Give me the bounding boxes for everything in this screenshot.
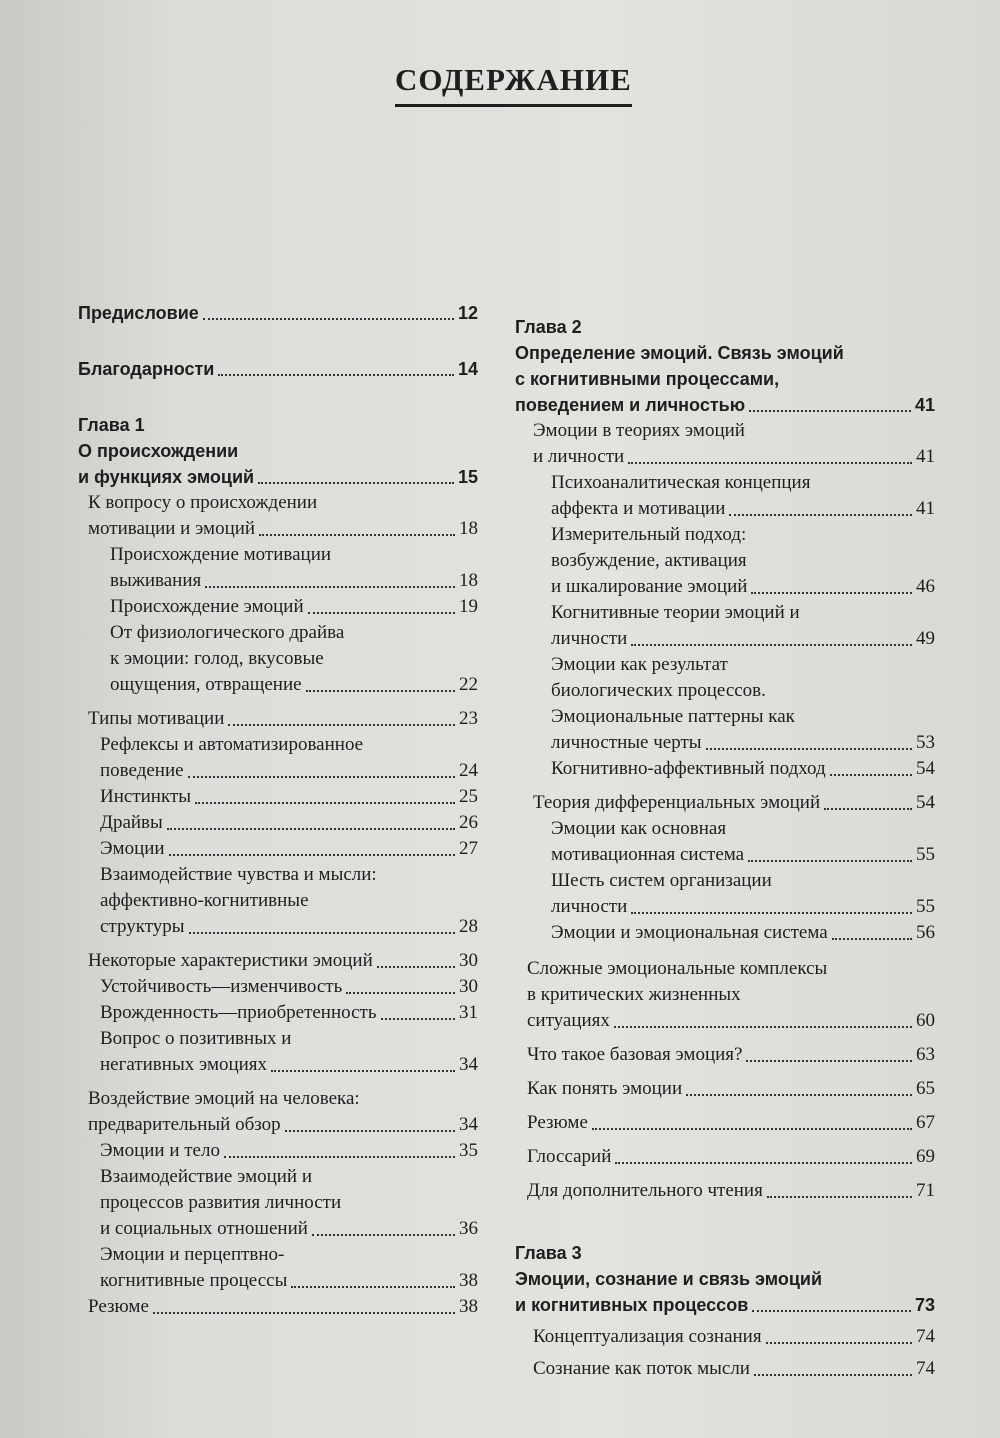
toc-right-column [515,314,935,1382]
toc-entry: мотивации и эмоций 18 [88,518,478,539]
toc-entry: Эмоции и перцептвно- [100,1244,285,1265]
toc-entry: От физиологического драйва [110,622,345,643]
toc-entry: К вопросу о происхождении [88,492,318,513]
toc-entry: выживания 18 [110,570,478,591]
toc-entry: и личности 41 [533,446,935,467]
toc-entry: Эмоции как результат [551,654,728,675]
toc-entry: Эмоциональные паттерны как [551,706,795,727]
toc-entry: ситуациях 60 [527,1010,935,1031]
toc-entry: Рефлексы и автоматизированное [100,734,364,755]
toc-entry: Резюме 67 [527,1112,935,1133]
toc-entry: и социальных отношений 36 [100,1218,478,1239]
toc-entry: Шесть систем организации [551,870,772,891]
chapter-title: с когнитивными процессами, [515,369,780,389]
toc-entry: процессов развития личности [100,1192,342,1213]
toc-entry: в критических жизненных [527,984,741,1005]
toc-entry: личности 55 [551,896,935,917]
chapter-title-end: поведением и личностью 41 [515,395,935,415]
toc-entry-thanks: Благодарности 14 [78,359,478,379]
toc-entry: Теория дифференциальных эмоций 54 [533,792,935,813]
toc-entry: Эмоции в теориях эмоций [533,420,745,441]
toc-entry: и шкалирование эмоций 46 [551,576,935,597]
toc-entry: Когнитивно-аффективный подход 54 [551,758,935,779]
chapter-title-end: и когнитивных процессов 73 [515,1295,935,1315]
toc-entry: Что такое базовая эмоция? 63 [527,1044,935,1065]
toc-entry: Врожденность—приобретенность 31 [100,1002,478,1023]
chapter-title: Эмоции, сознание и связь эмоций [515,1269,823,1289]
toc-entry: биологических процессов. [551,680,766,701]
chapter-title: Определение эмоций. Связь эмоций [515,343,844,363]
toc-entry: Типы мотивации 23 [88,708,478,729]
toc-entry: Устойчивость—изменчивость 30 [100,976,478,997]
toc-entry: Взаимодействие эмоций и [100,1166,313,1187]
toc-entry: Эмоции и эмоциональная система 56 [551,922,935,943]
toc-entry-preface: Предисловие 12 [78,303,478,323]
chapter-2-entries [515,418,935,946]
chapter-title-end: и функциях эмоций 15 [78,467,478,487]
toc-entry: Вопрос о позитивных и [100,1028,292,1049]
chapter-label: Глава 3 [515,1243,582,1263]
toc-entry: Для дополнительного чтения 71 [527,1180,935,1201]
toc-entry: Взаимодействие чувства и мысли: [100,864,377,885]
chapter-2-summary-entries [515,946,935,1204]
toc-entry: когнитивные процессы 38 [100,1270,478,1291]
toc-entry: Измерительный подход: [551,524,747,545]
toc-entry: аффективно-когнитивные [100,890,309,911]
toc-entry: Концептуализация сознания 74 [533,1326,935,1347]
chapter-label: Глава 2 [515,317,582,337]
toc-entry: личности 49 [551,628,935,649]
toc-entry: к эмоции: голод, вкусовые [110,648,324,669]
toc-entry: Некоторые характеристики эмоций 30 [88,950,478,971]
toc-entry: негативных эмоциях 34 [100,1054,478,1075]
toc-entry: Инстинкты 25 [100,786,478,807]
toc-entry: Резюме 38 [88,1296,478,1317]
toc-entry: личностные черты 53 [551,732,935,753]
toc-entry: Эмоции как основная [551,818,727,839]
toc-entry: Происхождение эмоций 19 [110,596,478,617]
chapter-title: О происхождении [78,441,239,461]
page-title: СОДЕРЖАНИЕ [395,62,632,107]
toc-entry: мотивационная система 55 [551,844,935,865]
chapter-3-entries [515,1318,935,1382]
toc-entry: Психоаналитическая концепция [551,472,811,493]
toc-entry: аффекта и мотивации 41 [551,498,935,519]
toc-entry: Сложные эмоциональные комплексы [527,958,828,979]
toc-entry: ощущения, отвращение 22 [110,674,478,695]
toc-left-column [78,300,478,1320]
toc-entry: Происхождение мотивации [110,544,332,565]
toc-entry: возбуждение, активация [551,550,747,571]
toc-entry: Эмоции и тело 35 [100,1140,478,1161]
toc-entry: Как понять эмоции 65 [527,1078,935,1099]
toc-entry: Когнитивные теории эмоций и [551,602,800,623]
toc-entry: Воздействие эмоций на человека: [88,1088,360,1109]
chapter-label: Глава 1 [78,415,145,435]
toc-entry: Драйвы 26 [100,812,478,833]
toc-entry: Эмоции 27 [100,838,478,859]
toc-entry: структуры 28 [100,916,478,937]
toc-entry: Глоссарий 69 [527,1146,935,1167]
toc-entry: поведение 24 [100,760,478,781]
toc-entry: Сознание как поток мысли 74 [533,1358,935,1379]
chapter-1-entries [78,490,478,1320]
toc-entry: предварительный обзор 34 [88,1114,478,1135]
